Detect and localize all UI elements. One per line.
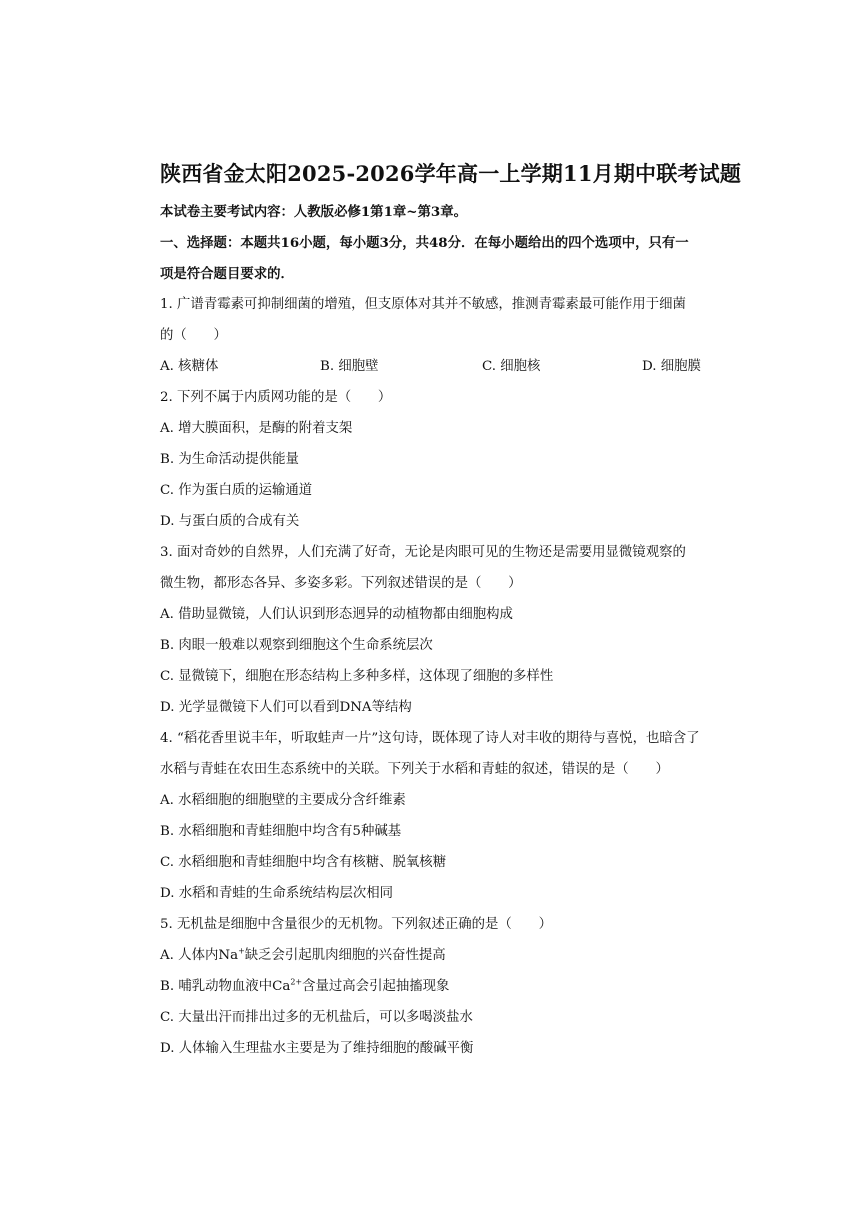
- q3-option-d: D. 光学显微镜下人们可以看到DNA等结构: [160, 700, 412, 715]
- q5-option-b-text: B. 哺乳动物血液中Ca: [160, 979, 291, 994]
- q4-option-b: B. 水稻细胞和青蛙细胞中均含有5种碱基: [160, 824, 402, 839]
- q5-option-a-text-rest: 缺乏会引起肌肉细胞的兴奋性提高: [244, 948, 446, 963]
- q5-option-b-charge: 2+: [290, 977, 303, 987]
- q5-option-a-text: A. 人体内Na: [160, 948, 239, 963]
- q2-option-b: B. 为生命活动提供能量: [160, 452, 299, 467]
- q1-option-b: B. 细胞壁: [320, 359, 379, 374]
- q5-option-d: D. 人体输入生理盐水主要是为了维持细胞的酸碱平衡: [160, 1041, 474, 1056]
- q1-option-d: D. 细胞膜: [642, 359, 701, 374]
- q1-stem-line-1: 1. 广谱青霉素可抑制细菌的增殖，但支原体对其并不敏感，推测青霉素最可能作用于细菌: [160, 297, 686, 312]
- q1-stem-line-2: 的（ ）: [160, 328, 227, 343]
- q3-stem-line-1: 3. 面对奇妙的自然界，人们充满了好奇，无论是肉眼可见的生物还是需要用显微镜观察的: [160, 545, 686, 560]
- q1-option-a: A. 核糖体: [160, 359, 219, 374]
- q3-option-c: C. 显微镜下，细胞在形态结构上多种多样，这体现了细胞的多样性: [160, 669, 554, 684]
- q5-option-b: [160, 977, 449, 997]
- q4-stem-line-1: 4. “稻花香里说丰年，听取蛙声一片”这句诗，既体现了诗人对丰收的期待与喜悦，也暗含了: [160, 731, 700, 746]
- q4-stem-line-2: 水稻与青蛙在农田生态系统中的关联。下列关于水稻和青蛙的叙述，错误的是（ ）: [160, 762, 669, 777]
- q5-option-a-charge: +: [238, 946, 245, 956]
- q2-option-a: A. 增大膜面积，是酶的附着支架: [160, 421, 353, 436]
- section-heading-line-2: 项是符合题目要求的．: [160, 266, 294, 282]
- q3-option-a: A. 借助显微镜，人们认识到形态迥异的动植物都由细胞构成: [160, 607, 513, 622]
- q2-option-c: C. 作为蛋白质的运输通道: [160, 483, 313, 498]
- q5-option-a: [160, 946, 446, 966]
- q4-option-d: D. 水稻和青蛙的生命系统结构层次相同: [160, 886, 394, 901]
- q4-option-c: C. 水稻细胞和青蛙细胞中均含有核糖、脱氧核糖: [160, 855, 447, 870]
- q5-stem: 5. 无机盐是细胞中含量很少的无机物。下列叙述正确的是（ ）: [160, 917, 552, 932]
- q2-option-d: D. 与蛋白质的合成有关: [160, 514, 300, 529]
- q4-option-a: A. 水稻细胞的细胞壁的主要成分含纤维素: [160, 793, 406, 808]
- exam-scope: 本试卷主要考试内容：人教版必修1第1章~第3章。: [160, 204, 467, 220]
- q2-stem: 2. 下列不属于内质网功能的是（ ）: [160, 390, 392, 405]
- section-heading-line-1: 一、选择题：本题共16小题，每小题3分，共48分．在每小题给出的四个选项中，只有一: [160, 235, 689, 251]
- exam-title: 陕西省金太阳2025-2026学年高一上学期11月期中联考试题: [160, 161, 742, 186]
- q3-option-b: B. 肉眼一般难以观察到细胞这个生命系统层次: [160, 638, 433, 653]
- q1-option-c: C. 细胞核: [482, 359, 541, 374]
- q5-option-b-text-rest: 含量过高会引起抽搐现象: [302, 979, 450, 994]
- q5-option-c: C. 大量出汗而排出过多的无机盐后，可以多喝淡盐水: [160, 1010, 473, 1025]
- q3-stem-line-2: 微生物，都形态各异、多姿多彩。下列叙述错误的是（ ）: [160, 576, 522, 591]
